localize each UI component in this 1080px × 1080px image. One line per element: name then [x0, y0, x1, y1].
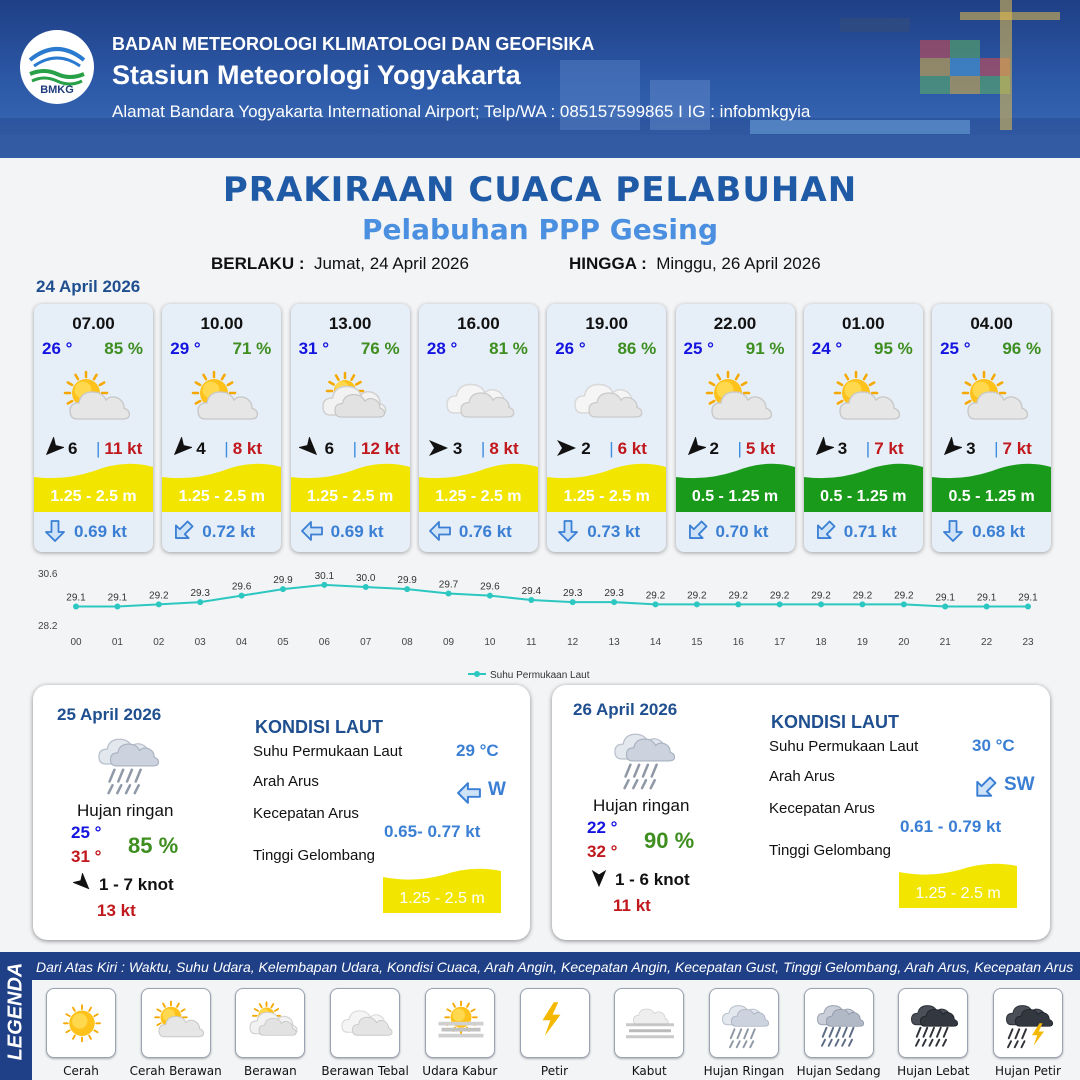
data-label: 29.3 — [562, 588, 583, 600]
gust-speed — [994, 439, 1032, 459]
valid-from-label: BERLAKU : — [211, 254, 305, 273]
forecast-humidity: 96 % — [1002, 339, 1042, 358]
data-label: 29.7 — [438, 579, 459, 591]
forecast-card — [676, 304, 795, 552]
forecast-card — [547, 304, 666, 552]
wave-height: 0.5 - 1.25 m — [691, 488, 779, 505]
wind-speed: 2 — [581, 439, 591, 458]
forecast-time: 07.00 — [72, 314, 115, 333]
max-temperature: 32 ° — [587, 842, 618, 861]
forecast-card — [804, 304, 923, 552]
data-label: 29.2 — [687, 590, 707, 602]
header-banner — [0, 0, 1080, 158]
forecast-temperature: 25 ° — [683, 339, 714, 358]
sst-point — [73, 604, 79, 610]
divider: | — [96, 439, 101, 458]
daily-panel — [552, 685, 1050, 940]
wave-height: 1.25 - 2.5 m — [563, 488, 650, 505]
forecast-card — [419, 304, 538, 552]
forecast-time: 19.00 — [585, 314, 628, 333]
logo-label: BMKG — [40, 84, 74, 96]
current-direction-icon — [814, 520, 836, 542]
legend-label: Berawan Tebal — [321, 1064, 409, 1078]
forecast-temperature: 26 ° — [555, 339, 586, 358]
legend-label: Berawan — [244, 1064, 297, 1078]
current-direction-icon — [942, 520, 964, 542]
bmkg-logo — [20, 30, 94, 104]
wind-direction-icon — [427, 437, 449, 459]
valid-from — [211, 254, 469, 274]
legend-label: Udara Kabur — [422, 1064, 498, 1078]
legend-title: LEGENDA — [4, 962, 27, 1061]
legend-item — [46, 988, 116, 1058]
wind-direction-icon — [589, 868, 609, 888]
data-label: 29.2 — [149, 590, 169, 602]
forecast-temperature: 25 ° — [940, 339, 971, 358]
current-speed-value: 0.61 - 0.79 kt — [900, 817, 1002, 836]
legend-item — [330, 988, 400, 1058]
legend-label: Cerah Berawan — [129, 1064, 222, 1078]
x-tick-label: 14 — [649, 637, 662, 648]
sst-chart — [0, 560, 1080, 685]
overcast-icon — [339, 997, 393, 1051]
legend-item — [614, 988, 684, 1058]
current-direction-icon — [44, 520, 66, 542]
agency-name: BADAN METEOROLOGI KLIMATOLOGI DAN GEOFISIKA — [112, 34, 595, 54]
valid-to-label: HINGGA : — [569, 254, 647, 273]
x-tick-label: 16 — [732, 637, 744, 648]
legend-label: Hujan Ringan — [703, 1064, 785, 1078]
light-rain-icon — [718, 997, 772, 1051]
legend-label: Hujan Sedang — [796, 1064, 881, 1078]
wave-height: 1.25 - 2.5 m — [178, 488, 265, 505]
x-tick-label: 07 — [360, 637, 372, 648]
sst-point — [652, 601, 658, 607]
data-label: 29.2 — [728, 590, 748, 602]
daily-condition: Hujan ringan — [77, 801, 174, 820]
partly-cloudy-icon — [828, 369, 900, 429]
daily-date: 26 April 2026 — [573, 700, 678, 719]
max-temperature: 31 ° — [71, 847, 102, 866]
sst-point — [404, 586, 410, 592]
wind-direction-icon — [812, 437, 834, 459]
gust-speed — [609, 439, 647, 459]
sst-point — [528, 597, 534, 603]
x-tick-label: 03 — [194, 637, 206, 648]
partly-cloudy-icon — [956, 369, 1028, 429]
forecast-card — [291, 304, 410, 552]
legend-label: Hujan Lebat — [897, 1064, 970, 1078]
current-direction-icon — [429, 520, 451, 542]
forecast-temperature: 26 ° — [42, 339, 73, 358]
current-speed: 0.68 kt — [972, 522, 1026, 541]
page-title: PRAKIRAAN CUACA PELABUHAN — [222, 170, 858, 210]
current-speed: 0.71 kt — [843, 522, 897, 541]
current-speed: 0.76 kt — [458, 522, 512, 541]
sst-point — [321, 582, 327, 588]
legend-item — [993, 988, 1063, 1058]
data-label: 29.9 — [397, 575, 417, 587]
moderate-rain-icon — [813, 997, 867, 1051]
forecast-humidity: 71 % — [232, 339, 272, 358]
wind-direction-icon — [299, 437, 321, 459]
cloudy-icon — [315, 369, 387, 429]
light-rain-icon — [93, 731, 163, 795]
wave-height: 0.5 - 1.25 m — [948, 488, 1035, 505]
gust-speed — [738, 439, 776, 459]
wave-height: 1.25 - 2.5 m — [306, 488, 394, 505]
forecast-card — [162, 304, 281, 552]
forecast-card — [34, 304, 153, 552]
legend-description: Dari Atas Kiri : Waktu, Suhu Udara, Kelembapan Udara, Kondisi Cuaca, Arah Angin, Kecepatan Angin, Kecepatan Gust, Tinggi Gelombang, Arah Arus, Kecepatan Arus — [36, 959, 1074, 975]
forecast-humidity: 95 % — [874, 339, 913, 358]
x-tick-label: 21 — [939, 637, 951, 648]
data-label: 30.0 — [356, 573, 376, 584]
forecast-time: 16.00 — [457, 314, 500, 333]
min-temperature: 22 ° — [587, 818, 618, 837]
legend-item — [898, 988, 968, 1058]
x-tick-label: 11 — [526, 637, 537, 648]
partly-cloudy-icon — [150, 997, 204, 1051]
sst-point — [156, 601, 162, 607]
x-tick-label: 20 — [898, 637, 910, 648]
data-label: 29.2 — [852, 590, 873, 602]
data-label: 29.1 — [66, 592, 86, 604]
station-address: Alamat Bandara Yogyakarta International Airport; Telp/WA : 085157599865 I IG : infobmkgyia — [112, 102, 811, 121]
x-tick-label: 15 — [691, 637, 703, 648]
forecast-card — [932, 304, 1051, 552]
sst-value: 29 °C — [456, 741, 499, 760]
wind-speed: 6 — [324, 439, 335, 458]
sst-point — [446, 591, 452, 597]
wind-direction-icon — [170, 437, 192, 459]
current-direction-label: Arah Arus — [253, 773, 319, 790]
data-label: 29.6 — [480, 581, 500, 593]
forecast-humidity: 76 % — [360, 339, 400, 358]
x-tick-label: 01 — [111, 637, 123, 648]
current-speed: 0.69 kt — [330, 522, 384, 541]
data-label: 29.4 — [521, 586, 542, 597]
data-label: 30.1 — [314, 570, 335, 582]
gust-value: 6 kt — [617, 439, 647, 458]
legend-label: Hujan Petir — [995, 1064, 1061, 1078]
wave-height: 1.25 - 2.5 m — [435, 488, 522, 505]
sst-point — [1025, 604, 1031, 610]
wave-height-value: 1.25 - 2.5 m — [399, 890, 485, 907]
forecast-time: 01.00 — [842, 314, 885, 333]
forecast-temperature: 29 ° — [170, 339, 201, 358]
sst-label: Suhu Permukaan Laut — [769, 738, 919, 755]
forecast-time: 10.00 — [200, 314, 244, 333]
legend-label: Petir — [540, 1064, 569, 1078]
x-tick-label: 13 — [608, 637, 620, 648]
current-direction-icon — [457, 781, 481, 805]
wind-direction-icon — [42, 437, 64, 459]
forecast-humidity: 81 % — [489, 339, 528, 358]
divider: | — [352, 439, 358, 458]
sst-point — [114, 604, 120, 610]
x-tick-label: 18 — [815, 637, 827, 648]
sst-point — [570, 599, 576, 605]
x-tick-label: 04 — [236, 637, 248, 648]
current-speed: 0.73 kt — [587, 522, 641, 541]
valid-from-value: Jumat, 24 April 2026 — [313, 254, 469, 273]
current-speed-value: 0.65- 0.77 kt — [384, 822, 481, 841]
x-tick-label: 08 — [401, 637, 413, 648]
sst-point — [487, 593, 493, 599]
haze-icon — [434, 997, 488, 1051]
x-tick-label: 00 — [70, 637, 82, 648]
wind-speed: 4 — [196, 439, 206, 458]
sea-condition-title: KONDISI LAUT — [255, 717, 383, 737]
partly-cloudy-icon — [58, 369, 130, 429]
divider: | — [865, 439, 871, 458]
sst-point — [942, 604, 948, 610]
gust-value: 11 kt — [104, 439, 143, 458]
daily-humidity: 90 % — [644, 828, 695, 853]
current-direction-value: SW — [1004, 774, 1035, 795]
forecast-time: 13.00 — [328, 314, 372, 333]
gust-value: 7 kt — [874, 439, 904, 458]
gust-speed: 13 kt — [97, 901, 136, 920]
x-tick-label: 23 — [1022, 637, 1034, 648]
wind-speed: 3 — [452, 439, 463, 458]
partly-cloudy-icon — [186, 369, 258, 429]
wave-height-label: Tinggi Gelombang — [253, 847, 376, 864]
gust-speed — [481, 439, 519, 459]
current-direction-label: Arah Arus — [769, 768, 835, 785]
wind-range: 1 - 6 knot — [615, 870, 690, 889]
current-direction-icon — [172, 520, 194, 542]
divider: | — [480, 439, 486, 458]
sst-point — [984, 604, 990, 610]
wind-range: 1 - 7 knot — [99, 875, 174, 894]
forecast-time: 04.00 — [970, 314, 1013, 333]
station-name: Stasiun Meteorologi Yogyakarta — [112, 60, 521, 90]
forecast-temperature: 24 ° — [811, 339, 843, 358]
data-label: 29.1 — [1018, 592, 1038, 604]
heavy-rain-icon — [907, 997, 961, 1051]
gust-value: 12 kt — [361, 439, 400, 458]
x-tick-label: 06 — [318, 637, 330, 648]
wave-height-value: 1.25 - 2.5 m — [915, 885, 1001, 902]
x-tick-label: 02 — [153, 637, 165, 648]
legend-item — [425, 988, 495, 1058]
forecast-humidity: 85 % — [104, 339, 143, 358]
legend-label: Cerah — [63, 1064, 99, 1078]
current-direction-icon — [973, 776, 997, 800]
min-temperature: 25 ° — [71, 823, 102, 842]
sst-point — [197, 599, 203, 605]
sst-point — [239, 593, 245, 599]
legend-item — [141, 988, 211, 1058]
sst-point — [859, 601, 865, 607]
legend-item — [804, 988, 874, 1058]
y-tick-label: 28.2 — [38, 621, 58, 632]
gust-value: 7 kt — [1002, 439, 1032, 458]
data-label: 29.9 — [273, 575, 293, 587]
gust-speed: 11 kt — [613, 896, 651, 915]
data-label: 29.2 — [811, 590, 831, 602]
data-label: 29.1 — [976, 592, 997, 604]
forecast-humidity: 91 % — [745, 339, 785, 358]
legend-item — [709, 988, 779, 1058]
gust-speed — [224, 439, 262, 459]
sunny-icon — [55, 997, 109, 1051]
sst-value: 30 °C — [972, 736, 1015, 755]
daily-humidity: 85 % — [128, 833, 179, 858]
legend-label: Kabut — [631, 1064, 667, 1078]
overcast-icon — [571, 369, 643, 429]
partly-cloudy-icon — [700, 369, 772, 429]
gust-speed — [353, 439, 400, 459]
page-subtitle: Pelabuhan PPP Gesing — [361, 213, 718, 246]
wind-speed: 2 — [709, 439, 719, 458]
legend-item — [235, 988, 305, 1058]
gust-value: 8 kt — [489, 439, 519, 458]
sst-point — [280, 586, 286, 592]
legend-label: Suhu Permukaan Laut — [490, 670, 590, 681]
sst-point — [363, 584, 369, 590]
data-label: 29.2 — [769, 590, 790, 602]
wind-direction-icon — [940, 437, 962, 459]
sst-point — [611, 599, 617, 605]
light-rain-icon — [609, 726, 679, 790]
current-speed-label: Kecepatan Arus — [253, 805, 359, 822]
forecast-date: 24 April 2026 — [36, 277, 141, 296]
daily-condition: Hujan ringan — [593, 796, 690, 815]
divider: | — [994, 439, 999, 458]
x-tick-label: 17 — [774, 637, 786, 648]
x-tick-label: 09 — [442, 637, 455, 648]
sst-line — [76, 585, 1028, 607]
sst-point — [694, 601, 700, 607]
cloudy-icon — [244, 997, 298, 1051]
current-direction-value: W — [488, 779, 506, 800]
current-speed: 0.70 kt — [715, 522, 769, 541]
wave-height: 0.5 - 1.25 m — [820, 488, 907, 505]
data-label: 29.2 — [894, 590, 914, 602]
sea-condition-title: KONDISI LAUT — [771, 712, 899, 732]
wind-speed: 3 — [966, 439, 976, 458]
sst-label: Suhu Permukaan Laut — [253, 743, 403, 760]
legend-item — [520, 988, 590, 1058]
sst-point — [901, 601, 907, 607]
wave-height: 1.25 - 2.5 m — [50, 488, 137, 505]
fog-icon — [623, 997, 677, 1051]
x-tick-label: 22 — [981, 637, 993, 648]
data-label: 29.2 — [645, 590, 666, 602]
current-direction-icon — [301, 520, 323, 542]
forecast-temperature: 31 ° — [298, 339, 330, 358]
wave-height-label: Tinggi Gelombang — [769, 842, 892, 859]
x-tick-label: 19 — [856, 637, 868, 648]
data-label: 29.1 — [935, 592, 955, 604]
current-speed: 0.72 kt — [202, 522, 256, 541]
valid-to-value: Minggu, 26 April 2026 — [656, 254, 821, 273]
current-direction-icon — [557, 520, 579, 542]
current-direction-icon — [686, 520, 708, 542]
gust-speed — [96, 439, 142, 459]
thunderstorm-icon — [1002, 997, 1056, 1051]
wind-direction-icon — [555, 437, 577, 459]
forecast-temperature: 28 ° — [426, 339, 458, 358]
divider: | — [737, 439, 742, 458]
gust-speed — [866, 439, 904, 459]
data-label: 29.6 — [231, 581, 252, 593]
sst-point — [818, 601, 824, 607]
x-tick-label: 10 — [484, 637, 496, 648]
gust-value: 5 kt — [745, 439, 776, 458]
divider: | — [224, 439, 229, 458]
wind-speed: 6 — [68, 439, 78, 458]
forecast-time: 22.00 — [713, 314, 757, 333]
data-label: 29.3 — [190, 588, 210, 600]
x-tick-label: 05 — [277, 637, 289, 648]
valid-to — [569, 254, 821, 274]
divider: | — [609, 439, 614, 458]
daily-panel — [33, 685, 530, 940]
current-speed-label: Kecepatan Arus — [769, 800, 875, 817]
daily-date: 25 April 2026 — [57, 705, 162, 724]
current-speed: 0.69 kt — [74, 522, 127, 541]
overcast-icon — [443, 369, 515, 429]
y-tick-label: 30.6 — [38, 569, 58, 580]
x-tick-label: 12 — [567, 637, 579, 648]
wind-direction-icon — [73, 873, 93, 893]
forecast-humidity: 86 % — [617, 339, 657, 358]
wind-direction-icon — [684, 437, 706, 459]
lightning-icon — [529, 997, 583, 1051]
wind-speed: 3 — [837, 439, 848, 458]
data-label: 29.1 — [107, 592, 128, 604]
sst-point — [735, 601, 741, 607]
data-label: 29.3 — [604, 588, 624, 600]
sst-point — [777, 601, 783, 607]
gust-value: 8 kt — [232, 439, 263, 458]
legend-marker — [474, 671, 480, 677]
